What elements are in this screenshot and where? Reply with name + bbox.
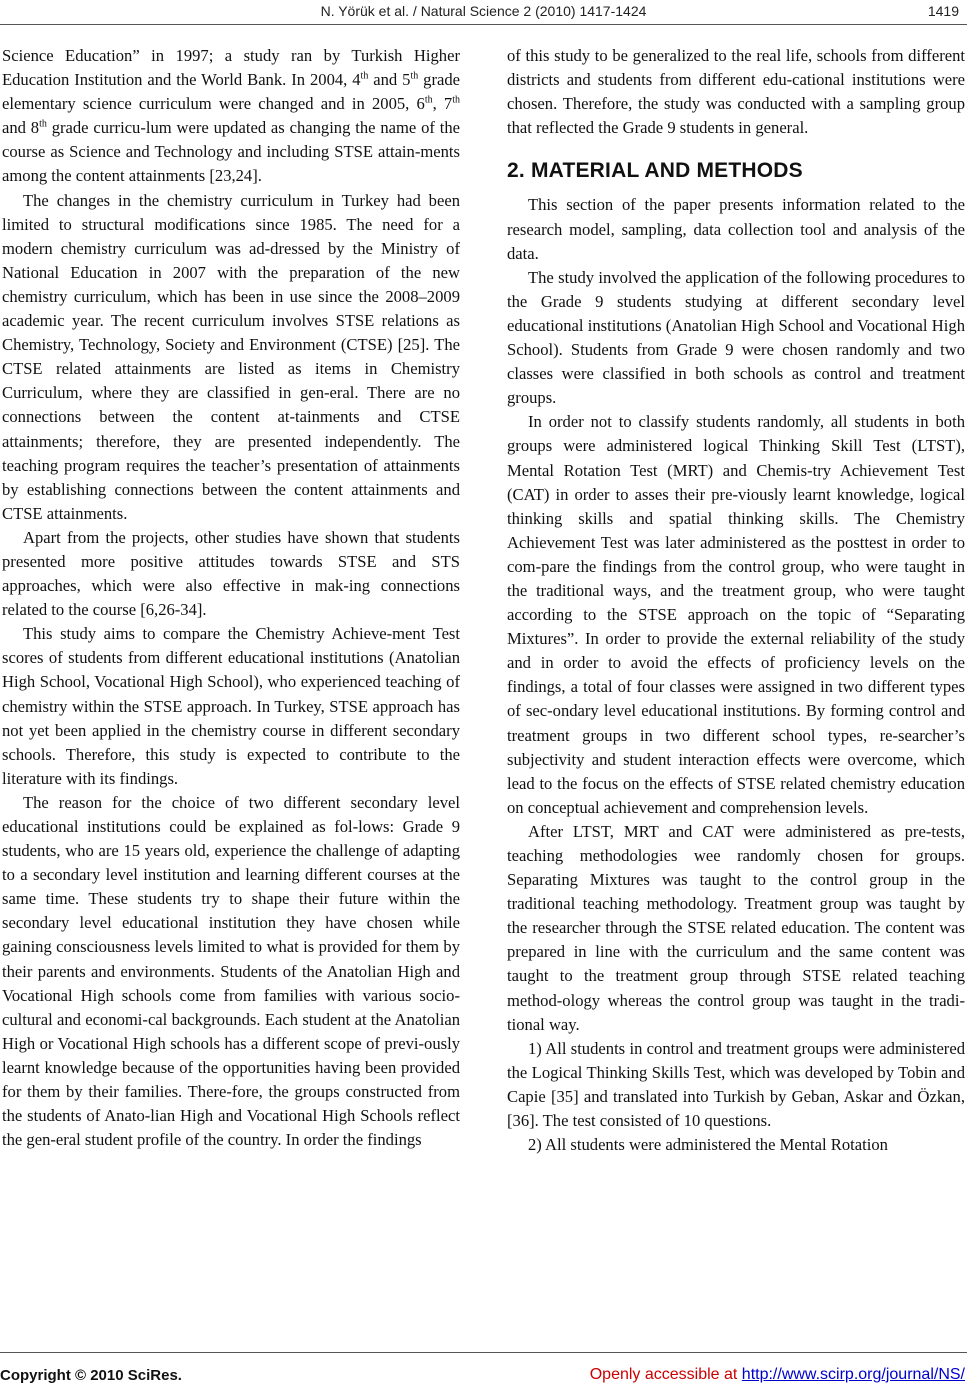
left-paragraph-4: This study aims to compare the Chemistry Achieve-ment Test scores of students from different educational institutions (Anatolian High School, Vocational High School), who experienced teaching of chemistry within the STSE approach. In Turkey, STSE approach has not yet been applied in the chemistry course in different secondary schools. Therefore, this study is expected to contribute to the literature with its findings. <box>2 624 460 788</box>
running-head: N. Yörük et al. / Natural Science 2 (2010) 1417-1424 <box>320 3 647 19</box>
open-access-notice <box>590 1366 965 1384</box>
section-heading: 2. MATERIAL AND METHODS <box>507 159 803 183</box>
journal-link[interactable]: http://www.scirp.org/journal/NS/ <box>741 1366 965 1383</box>
left-paragraph-3: Apart from the projects, other studies have shown that students presented more positive attitudes towards STSE and STS approaches, which were also effective in mak-ing connections related to the course [6,26-34]. <box>2 527 460 620</box>
left-paragraph-1: Science Education” in 1997; a study ran by Turkish Higher Education Institution and the World Bank. In 2004, 4th and 5th grade elementary science curriculum were changed and in 2005, 6th, 7th and 8th grade curricu-lum were updated as changing the name of the course as Science and Technology and including STSE attain-ments among the content attainments [23,24]. <box>2 46 461 186</box>
right-paragraph-2: The study involved the application of the following procedures to the Grade 9 students studying at different secondary level educational institutions (Anatolian High School and Vocational High School). Students from Grade 9 were chosen randomly and two classes were classified in both schools as control and treatment groups. <box>507 267 965 408</box>
right-paragraph-1: This section of the paper presents information related to the research model, sampling, data collection tool and analysis of the data. <box>507 195 965 263</box>
open-access-label: Openly accessible at <box>589 1366 742 1383</box>
left-paragraph-5: The reason for the choice of two different secondary level educational institutions could be explained as fol-lows: Grade 9 students, who are 15 years old, experience the challenge of adapting to a secondary level institution and learning different courses at the same time. These students try to shape their future within the secondary level educational institution they have chosen while gaining consciousness levels limited to what is provided for them by their parents and environments. Students of the Anatolian High and Vocational High schools come from families with various socio-cultural and economi-cal backgrounds. Each student at the Anatolian High or Vocational High schools has a different scope of previ-ously learnt knowledge because of the opportunities having been provided for them by their families. There-fore, the groups constructed from the students of Anato-lian High and Vocational High Schools reflect the gen-eral student profile of the country. In order the findings <box>2 792 460 1150</box>
right-paragraph-5: 1) All students in control and treatment groups were administered the Logical Thinking Skills Test, which was developed by Tobin and Capie [35] and translated into Turkish by Geban, Askar and Özkan, [36]. The test consisted of 10 questions. <box>507 1038 965 1131</box>
right-paragraph-4: After LTST, MRT and CAT were administered as pre-tests, teaching methodologies wee randomly chosen for groups. Separating Mixtures was taught to the control group in the traditional teaching methodology. Treatment group was taught by the researcher through the STSE related education. The content was prepared in line with the curriculum and the same content was taught to the treatment group through STSE related teaching method-ology whereas the control group was taught in the tradi-tional way. <box>507 821 965 1034</box>
footer-rule <box>0 1352 967 1353</box>
left-column <box>2 44 460 1152</box>
right-column <box>507 44 965 1157</box>
page-number: 1419 <box>927 3 959 19</box>
right-paragraph-0: of this study to be generalized to the real life, schools from different districts and students from different edu-cational institutions were chosen. Therefore, the study was conducted with a sampling group that reflected the Grade 9 students in general. <box>507 46 965 138</box>
header-rule <box>0 24 967 25</box>
right-paragraph-6: 2) All students were administered the Mental Rotation <box>528 1135 888 1155</box>
right-paragraph-3: In order not to classify students randomly, all students in both groups were administered logical Thinking Skill Test (LTST), Mental Rotation Test (MRT) and Chemis-try Achievement Test (CAT) in order to asses their pre-viously learnt knowledge, logical thinking skills and spatial thinking skills. The Chemistry Achievement Test was later administered as the posttest in order to com-pare the findings from the control group, who were taught in the traditional ways, and the treatment group, who were taught according to the STSE approach on the topic of “Separating Mixtures”. In order to provide the external reliability of the study and in order to avoid the effects of proficiency levels on the findings, a total of four classes were assigned in two different types of sec-ondary level educational institutions. By forming control and treatment groups in two different school types, re-searcher’s subjectivity and student interaction effects were overcome, which lead to the focus on the effects of STSE related chemistry education on conceptual achievement and comprehension levels. <box>507 412 965 817</box>
left-paragraph-2: The changes in the chemistry curriculum in Turkey had been limited to structural modifications since 1985. The need for a modern chemistry curriculum was ad-dressed by the Ministry of National Education in 2007 with the preparation of the new chemistry curriculum, which has been in use since the 2008–2009 academic year. The recent curriculum involves STSE relations as Chemistry, Technology, Society and Environment (CTSE) [25]. The CTSE related attainments are listed as items in Chemistry Curriculum, where they are classified in gen-eral. There are no connections between the content at-tainments and CTSE attainments; therefore, they are presented independently. The teaching program requires the teacher’s presentation of attainments by establishing connections between the content attainments and CTSE attainments. <box>2 190 460 523</box>
copyright-notice: Copyright © 2010 SciRes. <box>0 1367 182 1384</box>
